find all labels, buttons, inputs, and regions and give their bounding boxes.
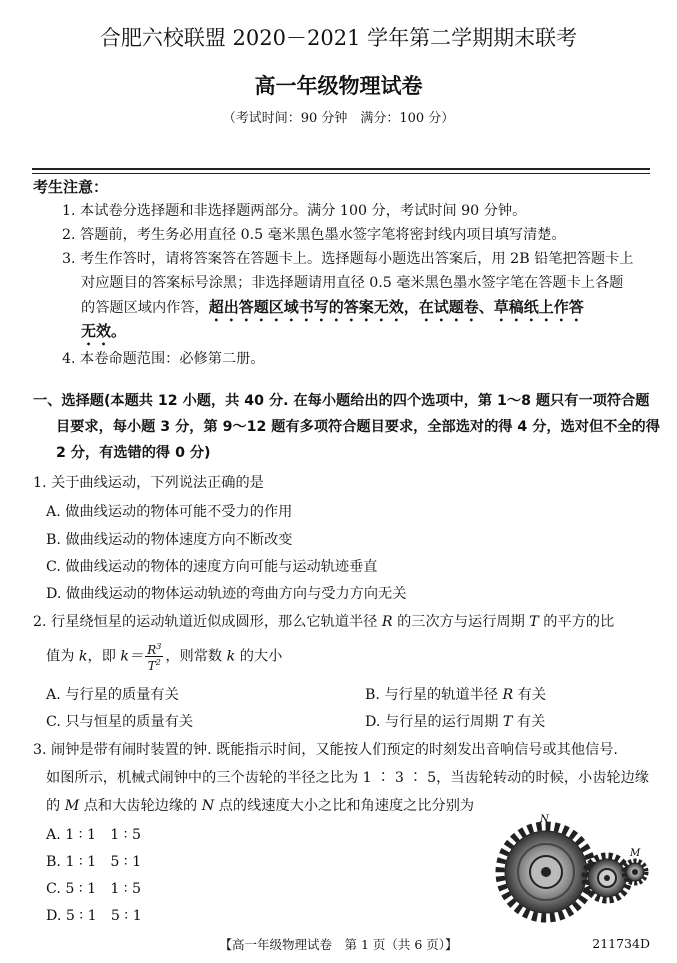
- q2-line2-a: 值为: [46, 648, 79, 665]
- q3-option-a: A. 1 ∶ 1 1 ∶ 5: [46, 827, 141, 843]
- notice-item-3-line-4: 无效。: [81, 322, 127, 340]
- q3-stem-line-2: 如图所示，机械式闹钟中的三个齿轮的半径之比为 1 ∶ 3 ∶ 5，当齿轮转动的时候，小齿轮边缘: [46, 770, 649, 786]
- page-footer: 【高一年级物理试卷 第 1 页（共 6 页）】: [219, 937, 458, 952]
- exam-subtitle: 高一年级物理试卷: [254, 74, 423, 98]
- q3-line3-b: 点和大齿轮边缘的: [79, 798, 202, 814]
- q3-option-c: C. 5 ∶ 1 1 ∶ 5: [46, 881, 142, 897]
- gear-figure: [490, 812, 660, 930]
- notice-item-3-line-2: 对应题目的答案标号涂黑；非选择题请用直径 0.5 毫米黑色墨水签字笔在答题卡上各题: [81, 275, 624, 291]
- figure-label-n: N: [540, 814, 549, 825]
- q2-fraction-denominator: T: [147, 659, 156, 673]
- q2-fraction: [145, 641, 163, 672]
- q2-var-k-2: k: [226, 648, 236, 665]
- q1-option-d: D. 做曲线运动的物体运动轨迹的弯曲方向与受力方向无关: [46, 586, 407, 602]
- q2-option-d-a: D. 与行星的运行周期: [365, 714, 503, 730]
- notice-item-2: 2. 答题前，考生务必用直径 0.5 毫米黑色墨水签字笔将密封线内项目填写清楚。: [62, 227, 566, 243]
- q2-var-r: R: [381, 614, 393, 630]
- section-1-line-2: 目要求，每小题 3 分，第 9～12 题有多项符合题目要求，全部选对的得 4 分，选对但不全的得: [56, 419, 660, 435]
- q1-option-b: B. 做曲线运动的物体速度方向不断改变: [46, 532, 293, 548]
- q2-var-k: k: [78, 648, 88, 665]
- q2-option-a: A. 与行星的质量有关: [46, 687, 179, 703]
- section-1-line-3: 2 分，有选错的得 0 分): [56, 445, 211, 461]
- notice-item-1: 1. 本试卷分选择题和非选择题两部分。满分 100 分，考试时间 90 分钟。: [62, 203, 527, 219]
- q2-option-c: C. 只与恒星的质量有关: [46, 714, 194, 730]
- q2-k-equals: k＝: [120, 648, 144, 665]
- q2-var-t: T: [529, 614, 539, 630]
- q2-line2-c: ，则常数: [165, 648, 227, 665]
- q2-option-b-var: R: [502, 687, 514, 703]
- q1-option-a: A. 做曲线运动的物体可能不受力的作用: [46, 504, 293, 520]
- q2-stem-line-2: [46, 641, 282, 672]
- q3-var-m: M: [64, 798, 80, 814]
- q2-stem-c: 的平方的比: [538, 614, 615, 630]
- q2-fraction-numerator: R: [147, 643, 157, 657]
- notice-item-4: 4. 本卷命题范围：必修第二册。: [62, 351, 265, 367]
- q2-denominator-exponent: 2: [155, 658, 161, 667]
- q2-option-b-a: B. 与行星的轨道半径: [365, 687, 503, 703]
- divider-thick: [32, 168, 650, 170]
- q2-option-b-b: 有关: [513, 687, 547, 703]
- large-gear-icon: [500, 826, 592, 918]
- notice-item-3-line-1: 3. 考生作答时，请将答案答在答题卡上。选择题每小题选出答案后，用 2B 铅笔把答题卡上: [62, 251, 634, 267]
- q2-line2-d: 的大小: [235, 648, 283, 665]
- section-1-line-1: 一、选择题(本题共 12 小题，共 40 分. 在每小题给出的四个选项中，第 1～8 题只有一项符合题: [33, 393, 650, 409]
- figure-label-m: M: [630, 848, 641, 859]
- q3-option-b: B. 1 ∶ 1 5 ∶ 1: [46, 854, 142, 870]
- q3-line3-a: 的: [46, 798, 65, 814]
- notice-item-3-emphasis: 超出答题区域书写的答案无效，在试题卷、草稿纸上作答: [208, 298, 584, 316]
- exam-title: 合肥六校联盟 2020－2021 学年第二学期期末联考: [99, 26, 578, 50]
- q1-stem: 1. 关于曲线运动，下列说法正确的是: [33, 475, 264, 491]
- q3-stem-line-3: [46, 795, 474, 815]
- q2-stem-a: 2. 行星绕恒星的运动轨道近似成圆形，那么它轨道半径: [33, 614, 382, 630]
- exam-info: （考试时间：90 分钟 满分：100 分）: [222, 111, 455, 126]
- q1-option-c: C. 做曲线运动的物体的速度方向可能与运动轨迹垂直: [46, 559, 378, 575]
- q2-stem-b: 的三次方与运行周期: [392, 614, 530, 630]
- notice-heading: 考生注意：: [33, 178, 109, 196]
- q2-option-d-var: T: [502, 714, 513, 730]
- notice-item-3-plain: 的答题区域内作答，: [81, 300, 209, 316]
- q2-option-d-b: 有关: [512, 714, 546, 730]
- exam-code: 211734D: [592, 936, 650, 951]
- small-gear-icon: [624, 861, 646, 883]
- q2-option-b: [365, 684, 546, 704]
- q2-stem-line-1: [33, 611, 614, 631]
- q2-numerator-exponent: 3: [156, 642, 162, 651]
- q2-line2-b: ，即: [87, 648, 121, 665]
- notice-item-3-line-3: [81, 296, 584, 325]
- q3-line3-c: 点的线速度大小之比和角速度之比分别为: [214, 798, 475, 814]
- medium-gear-icon: [585, 856, 629, 900]
- q3-var-n: N: [201, 798, 215, 814]
- q3-stem-line-1: 3. 闹钟是带有闹时装置的钟. 既能指示时间，又能按人们预定的时刻发出音响信号或其他信号.: [33, 742, 618, 758]
- q3-option-d: D. 5 ∶ 1 5 ∶ 1: [46, 908, 142, 924]
- q2-option-d: [365, 711, 545, 731]
- divider-thin: [32, 173, 650, 174]
